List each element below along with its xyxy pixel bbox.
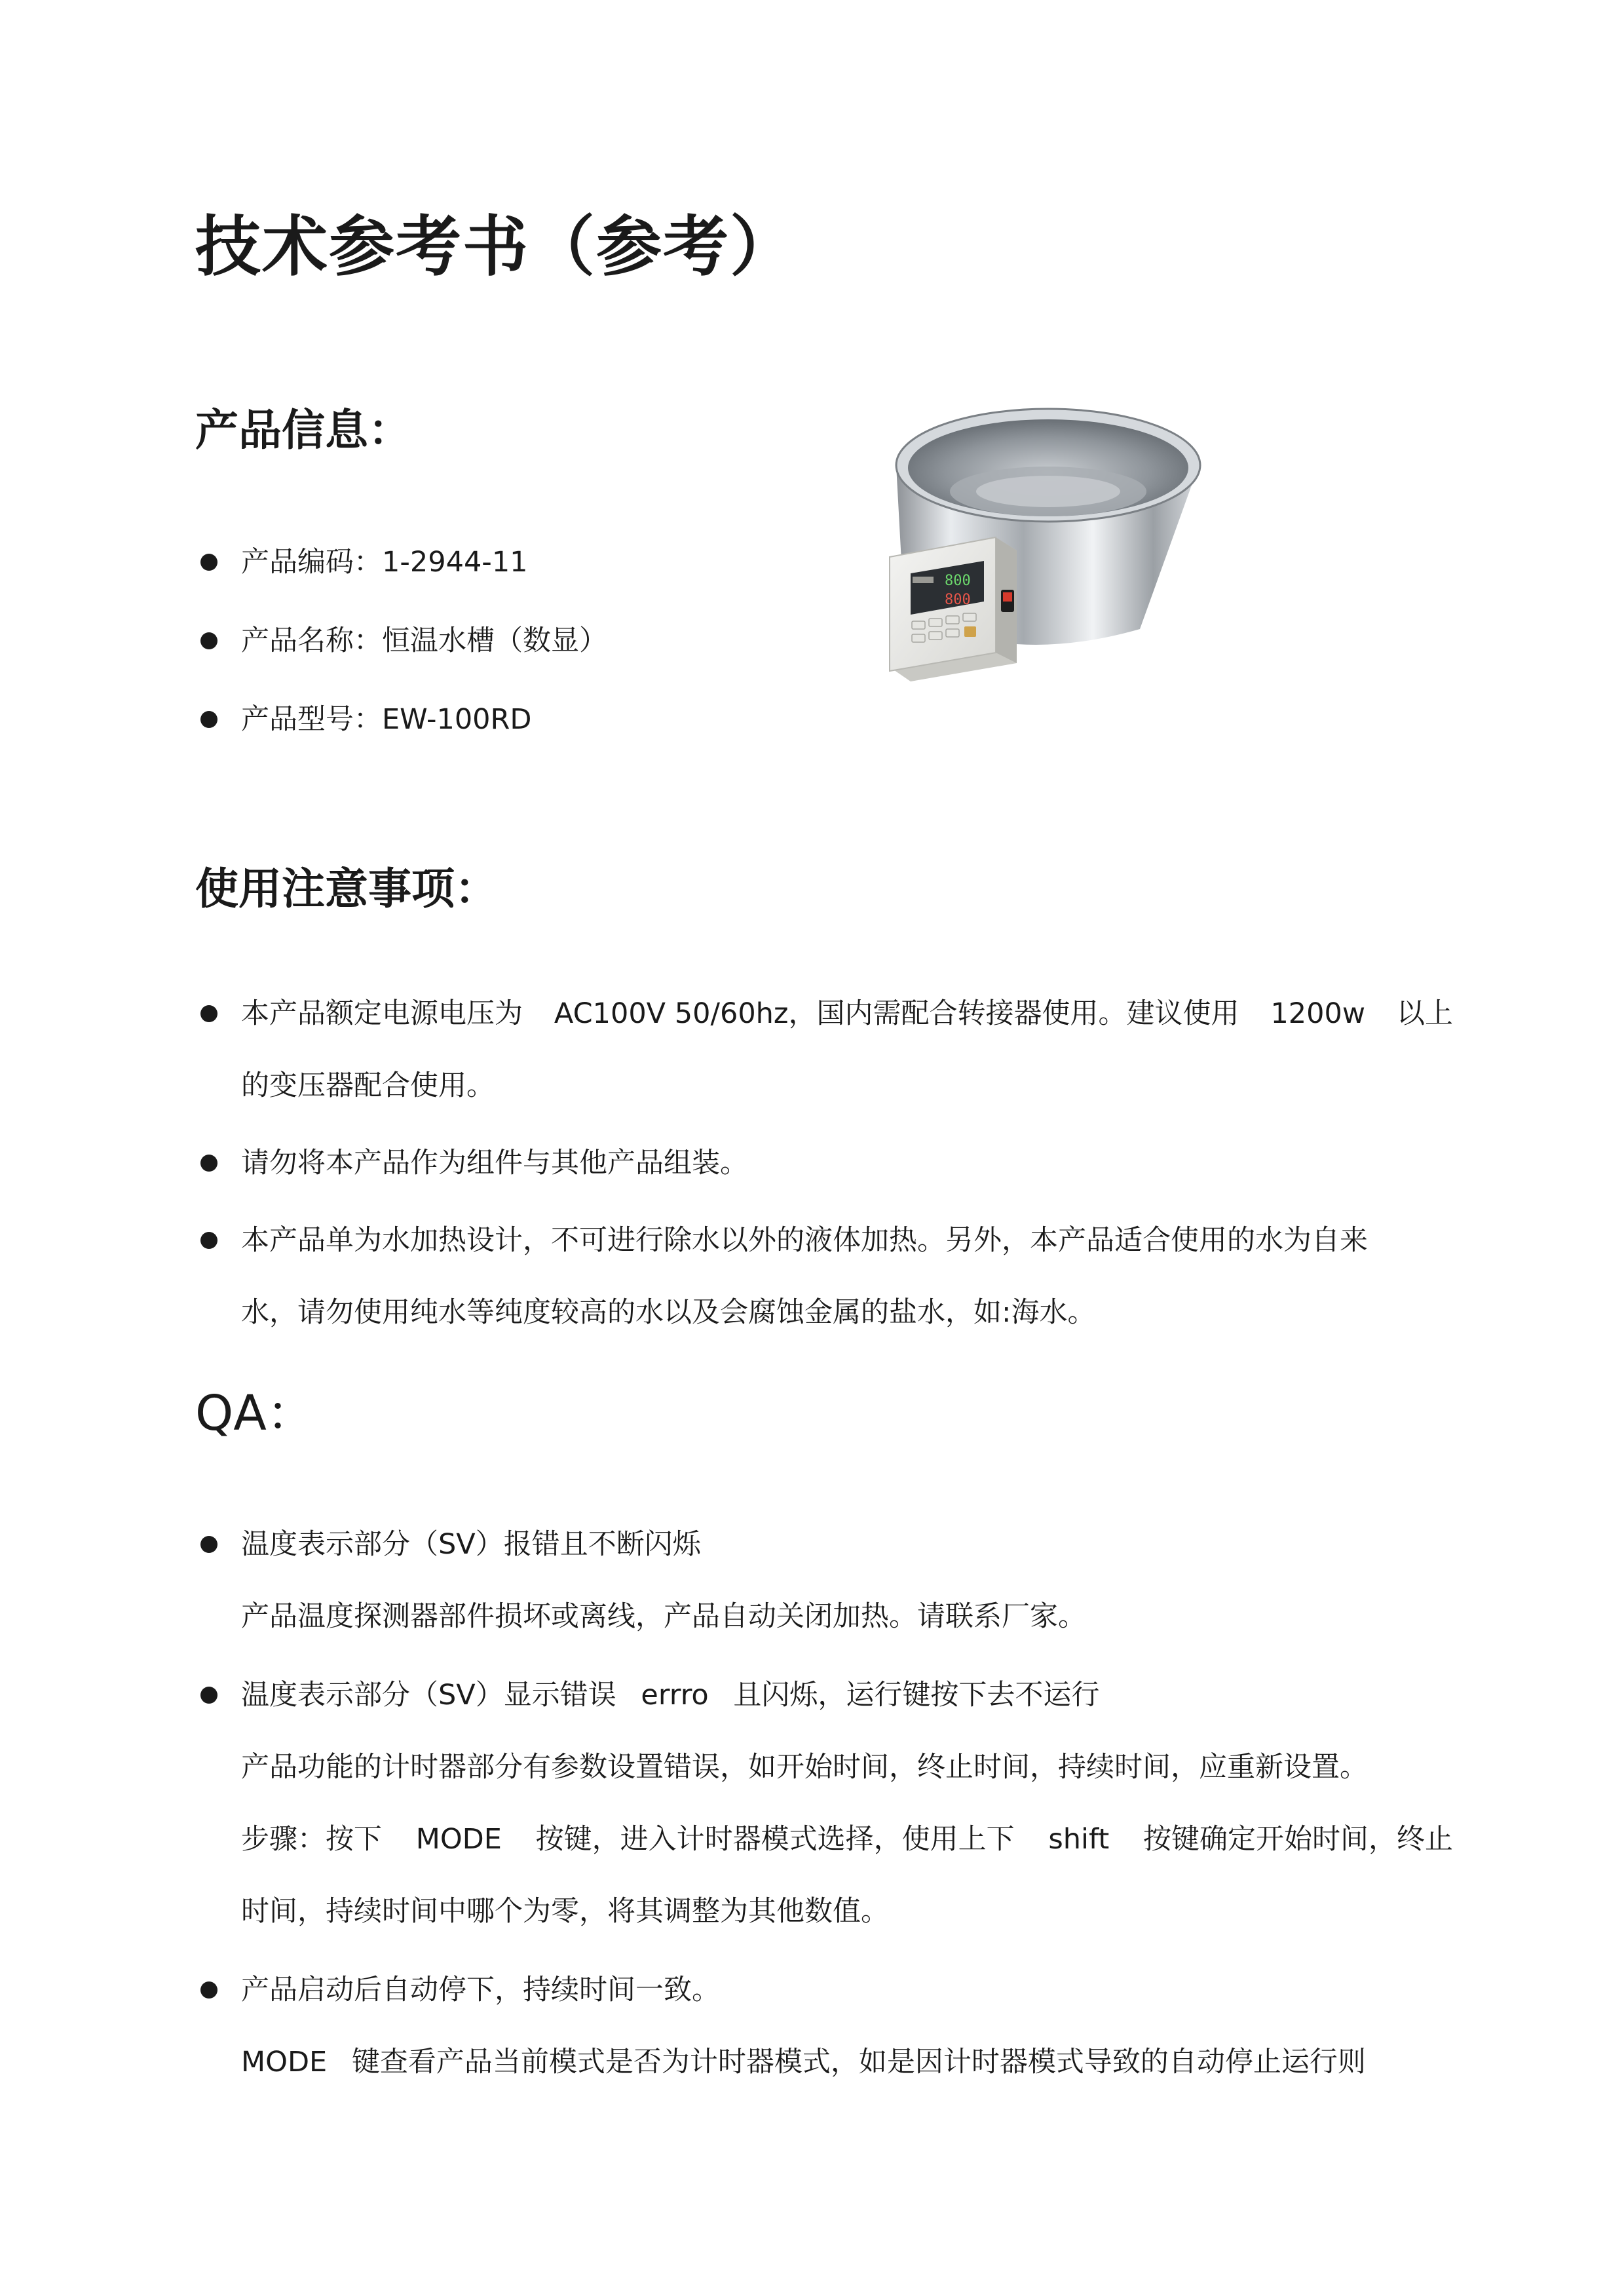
qa-answer: 产品功能的计时器部分有参数设置错误，如开始时间，终止时间，持续时间，应重新设置。 [241,1751,1368,1784]
display-lower-readout: 800 [945,592,971,608]
item-line: 的变压器配合使用。 [241,1069,495,1102]
text-segment: 步骤：按下 [241,1823,382,1856]
item-line: 水，请勿使用纯水等纯度较高的水以及会腐蚀金属的盐水，如:海水。 [241,1296,1096,1329]
text-segment: MODE [241,2046,328,2078]
bullet-icon [200,1005,217,1022]
qa-question: 产品启动后自动停下，持续时间一致。 [241,1974,720,2006]
bullet-icon [200,1536,217,1553]
item-line: 请勿将本产品作为组件与其他产品组装。 [241,1147,748,1179]
bullet-icon [200,1687,217,1704]
text-segment: MODE [415,1823,502,1856]
text-segment: 1200w [1270,997,1366,1030]
qa-heading: QA： [195,1385,315,1442]
qa-answer: 时间，持续时间中哪个为零，将其调整为其他数值。 [241,1895,889,1928]
text-segment: 以上 [1396,997,1453,1030]
product-model-text: 产品型号：EW-100RD [241,703,532,736]
precautions-heading: 使用注意事项： [195,864,498,914]
text-segment: 且闪烁，运行键按下去不运行 [733,1679,1100,1712]
display-upper-readout: 800 [945,573,971,589]
item-line: 本产品单为水加热设计，不可进行除水以外的液体加热。另外，本产品适合使用的水为自来 [241,1224,1368,1257]
text-segment: 按键，进入计时器模式选择，使用上下 [535,1823,1015,1856]
text-segment: shift [1048,1823,1110,1856]
text-segment: 按键确定开始时间，终止 [1142,1823,1453,1856]
product-info-heading: 产品信息： [195,405,411,455]
bullet-icon [200,1232,217,1249]
item-line [241,978,1453,1050]
product-code-text: 产品编码：1-2944-11 [241,546,528,579]
bullet-icon [200,1155,217,1172]
bullet-icon [200,632,217,649]
water-bath-photo [832,393,1238,708]
bullet-icon [200,1981,217,1999]
bullet-icon [200,554,217,571]
text-segment: 键查看产品当前模式是否为计时器模式，如是因计时器模式导致的自动停止运行则 [351,2046,1366,2078]
text-segment: AC100V 50/60hz，国内需配合转接器使用。建议使用 [554,997,1239,1030]
qa-question: 温度表示部分（SV）报错且不断闪烁 [241,1528,701,1561]
product-name-text: 产品名称：恒温水槽（数显） [241,624,607,657]
qa-answer [241,1803,1453,1875]
text-segment: 温度表示部分（SV）显示错误 [241,1679,616,1712]
bullet-icon [200,711,217,728]
qa-answer: 产品温度探测器部件损坏或离线，产品自动关闭加热。请联系厂家。 [241,1600,1086,1633]
text-segment: 本产品额定电源电压为 [241,997,523,1030]
qa-answer [241,2026,1453,2098]
qa-question [241,1659,1453,1731]
page-title: 技术参考书（参考） [195,208,797,285]
text-segment: errro [641,1679,709,1712]
